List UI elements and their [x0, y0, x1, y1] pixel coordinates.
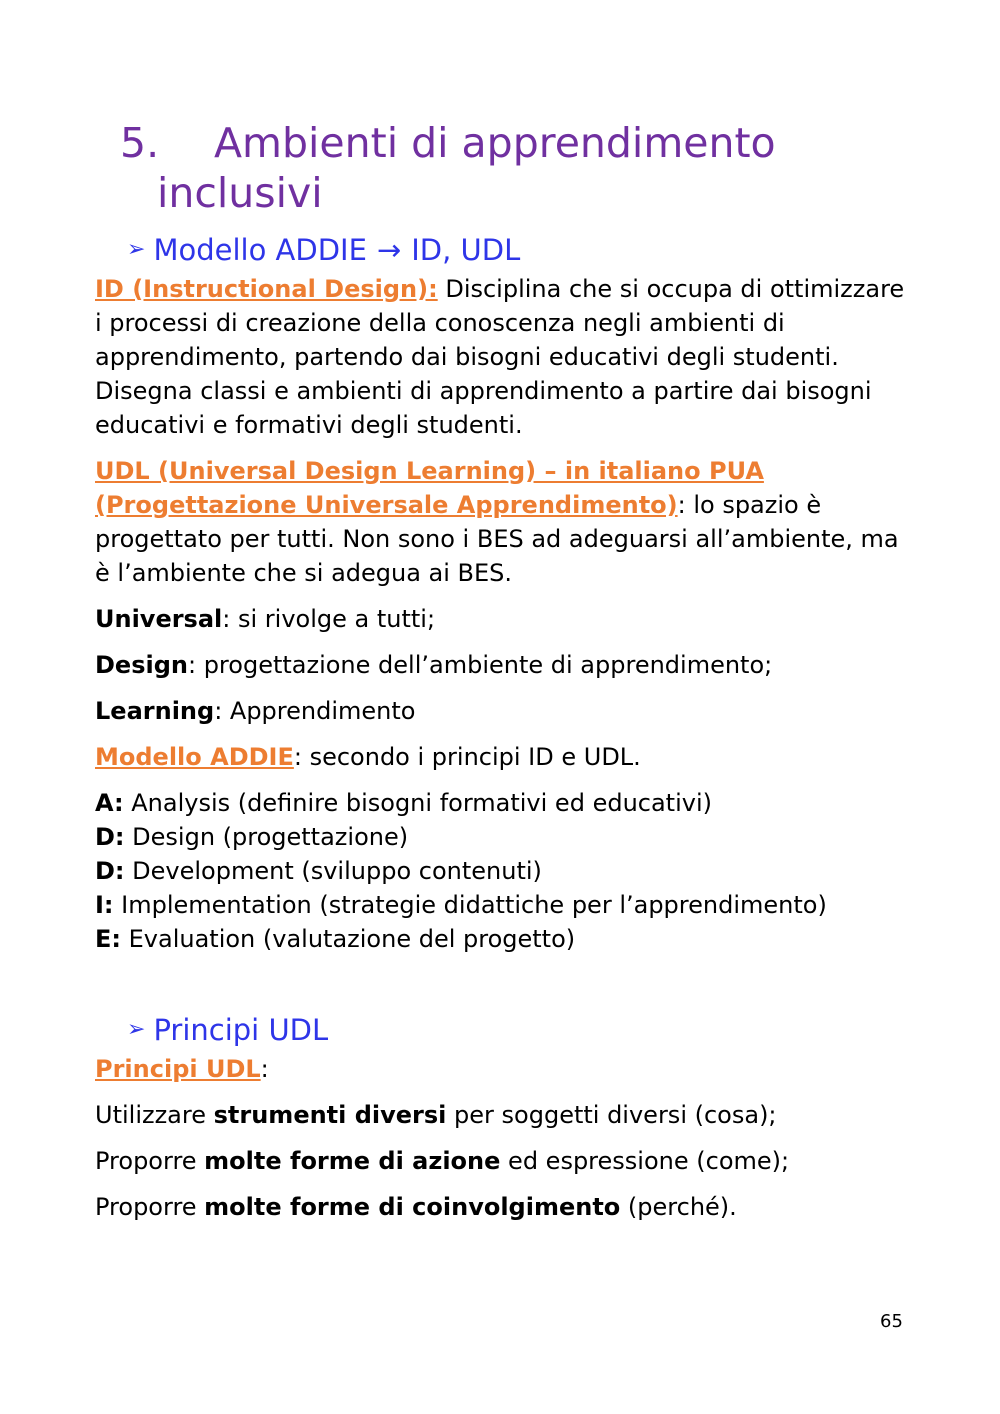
- udl-term: UDL (Universal Design Learning) – in italiano PUA (Progettazione Universale Apprendimento): [95, 457, 764, 519]
- id-paragraph: [95, 272, 915, 442]
- chapter-title-text: Ambienti di apprendimento inclusivi: [157, 119, 776, 217]
- addie-step: [95, 854, 915, 888]
- principle-item: [95, 1190, 915, 1224]
- definition-term: Universal: [95, 605, 223, 633]
- addie-step-text: Development (sviluppo contenuti): [124, 857, 542, 885]
- principle-item: [95, 1144, 915, 1178]
- page-number: 65: [880, 1311, 903, 1332]
- principle-post: ed espressione (come);: [500, 1147, 790, 1175]
- principle-bold: molte forme di azione: [204, 1147, 501, 1175]
- addie-step-letter: D:: [95, 823, 125, 851]
- bullet-arrow-icon: ➢: [127, 1017, 146, 1042]
- definition-universal: [95, 602, 915, 636]
- udl-text: : lo spazio è progettato per tutti. Non sono i BES ad adeguarsi all’ambiente, ma è l’ambiente che si adegua ai BES.: [95, 491, 899, 587]
- addie-text: : secondo i principi ID e UDL.: [293, 743, 641, 771]
- section-title-part-a: Modello ADDIE: [153, 233, 367, 267]
- principi-paragraph: [95, 1052, 915, 1086]
- principi-term: Principi UDL: [95, 1055, 261, 1083]
- principle-pre: Proporre: [95, 1193, 205, 1221]
- addie-step-letter: I:: [95, 891, 114, 919]
- principle-pre: Utilizzare: [95, 1101, 214, 1129]
- addie-step: [95, 786, 915, 820]
- udl-paragraph: [95, 454, 915, 590]
- principle-bold: strumenti diversi: [213, 1101, 447, 1129]
- addie-paragraph: [95, 740, 915, 774]
- right-arrow-icon: →: [376, 233, 402, 267]
- definition-learning: [95, 694, 915, 728]
- addie-step: [95, 820, 915, 854]
- id-term: ID (Instructional Design):: [95, 275, 438, 303]
- addie-term: Modello ADDIE: [95, 743, 294, 771]
- section-heading-principi: [127, 1012, 915, 1048]
- section-heading-addie: [127, 232, 915, 268]
- definition-term: Design: [95, 651, 188, 679]
- definition-term: Learning: [95, 697, 215, 725]
- chapter-title: [95, 118, 915, 218]
- addie-step-text: Implementation (strategie didattiche per l’apprendimento): [113, 891, 827, 919]
- definition-text: : Apprendimento: [214, 697, 416, 725]
- addie-step-text: Evaluation (valutazione del progetto): [121, 925, 576, 953]
- section-title-part-b: ID, UDL: [411, 233, 521, 267]
- principle-post: per soggetti diversi (cosa);: [446, 1101, 777, 1129]
- principle-bold: molte forme di coinvolgimento: [204, 1193, 621, 1221]
- definition-design: [95, 648, 915, 682]
- addie-step-letter: A:: [95, 789, 124, 817]
- id-text: Disciplina che si occupa di ottimizzare i processi di creazione della conoscenza negli ambienti di apprendimento, partendo dai bisogni educativi degli studenti. Disegna classi e ambienti di apprendimento a partire dai bisogni educativi e formativi degli studenti.: [95, 275, 905, 439]
- spacer: [95, 956, 915, 1012]
- bullet-arrow-icon: ➢: [127, 237, 146, 262]
- principle-pre: Proporre: [95, 1147, 205, 1175]
- addie-step: [95, 888, 915, 922]
- addie-step: [95, 922, 915, 956]
- principi-text: :: [260, 1055, 269, 1083]
- definition-text: : progettazione dell’ambiente di apprendimento;: [187, 651, 773, 679]
- addie-step-text: Design (progettazione): [124, 823, 409, 851]
- addie-step-letter: E:: [95, 925, 121, 953]
- addie-step-text: Analysis (definire bisogni formativi ed educativi): [123, 789, 712, 817]
- addie-step-letter: D:: [95, 857, 125, 885]
- page-content: [95, 118, 915, 1236]
- chapter-number: 5.: [120, 119, 160, 167]
- definition-text: : si rivolge a tutti;: [222, 605, 436, 633]
- principle-post: (perché).: [620, 1193, 737, 1221]
- section-title: Principi UDL: [153, 1013, 329, 1047]
- principle-item: [95, 1098, 915, 1132]
- addie-steps-list: [95, 786, 915, 956]
